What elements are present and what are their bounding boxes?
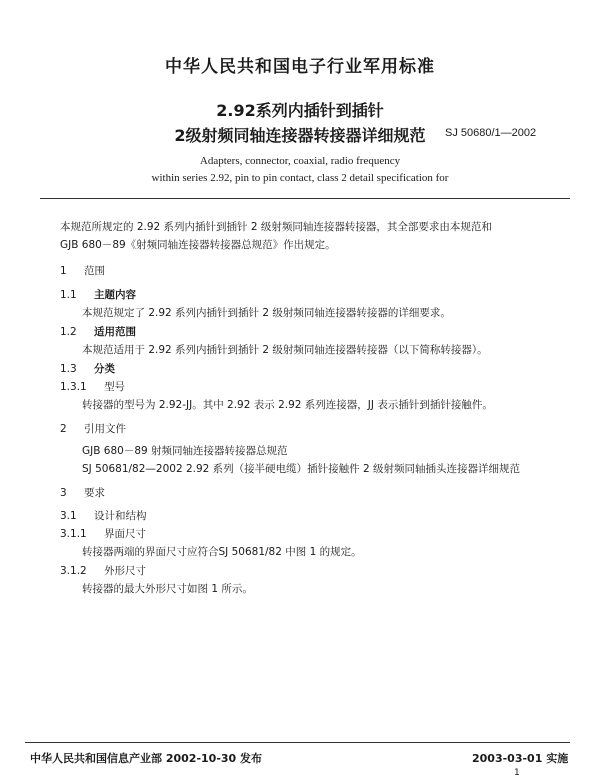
effective-date: 2003-03-01 实施 [472,752,569,765]
section-title: 适用范围 [94,326,137,338]
section-number: 1.1 [60,289,77,301]
section-3-1-heading [60,508,147,523]
page-number: 1 [514,768,520,778]
standard-number: SJ 50680/1—2002 [445,127,537,139]
section-1-3-1-heading [60,379,125,394]
reference-item: SJ 50681/82—2002 2.92 系列（接半硬电缆）插针接触件 2 级射频同轴插头连接器详细规范 [82,463,521,475]
section-number: 1 [60,265,67,277]
intro-paragraph-line2: GJB 680－89《射频同轴连接器转接器总规范》作出规定。 [60,239,336,251]
section-title: 主题内容 [94,289,137,301]
section-1-2-text: 本规范适用于 2.92 系列内插针到插针 2 级射频同轴连接器转接器（以下简称转接器）。 [82,344,488,356]
section-number: 3.1.1 [60,528,87,540]
section-number: 3 [60,487,67,499]
section-title: 分类 [94,363,116,375]
document-title-line1: 2.92系列内插针到插针 [216,101,384,120]
issue-date: 中华人民共和国信息产业部 2002-10-30 发布 [30,752,263,765]
section-number: 1.2 [60,326,77,338]
header-divider [40,198,570,199]
section-1-1-heading [60,287,136,302]
section-title: 范围 [84,265,106,277]
section-title: 型号 [104,381,126,393]
section-number: 1.3 [60,363,77,375]
section-1-1-text: 本规范规定了 2.92 系列内插针到插针 2 级射频同轴连接器转接器的详细要求。 [82,307,451,319]
document-title-line2: 2级射频同轴连接器转接器详细规范 [174,126,426,145]
section-3-heading [60,485,105,500]
section-1-3-heading [60,361,115,376]
section-title: 要求 [84,487,106,499]
section-3-1-1-text: 转接器两端的界面尺寸应符合SJ 50681/82 中图 1 的规定。 [82,546,362,558]
intro-paragraph-line1: 本规范所规定的 2.92 系列内插针到插针 2 级射频同轴连接器转接器，其全部要求由本规范和 [60,221,492,233]
reference-item: GJB 680－89 射频同轴连接器转接器总规范 [82,445,288,457]
section-number: 3.1 [60,510,77,522]
section-number: 3.1.2 [60,565,87,577]
english-title-line2: within series 2.92, pin to pin contact, class 2 detail specification for [151,172,449,184]
section-number: 1.3.1 [60,381,87,393]
footer-divider [25,742,570,743]
section-2-heading [60,421,126,436]
section-3-1-2-heading [60,563,146,578]
section-1-3-1-text: 转接器的型号为 2.92-JJ。其中 2.92 表示 2.92 系列连接器，JJ 表示插针到插针接触件。 [82,399,493,411]
english-title-line1: Adapters, connector, coaxial, radio frequency [199,155,401,167]
section-3-1-2-text: 转接器的最大外形尺寸如图 1 所示。 [82,583,253,595]
section-title: 设计和结构 [94,510,147,522]
section-title: 引用文件 [84,423,127,435]
section-1-2-heading [60,324,136,339]
section-title: 界面尺寸 [104,528,147,540]
section-1-heading [60,263,105,278]
section-3-1-1-heading [60,526,146,541]
section-title: 外形尺寸 [104,565,147,577]
standard-category-title: 中华人民共和国电子行业军用标准 [165,57,435,77]
section-number: 2 [60,423,67,435]
